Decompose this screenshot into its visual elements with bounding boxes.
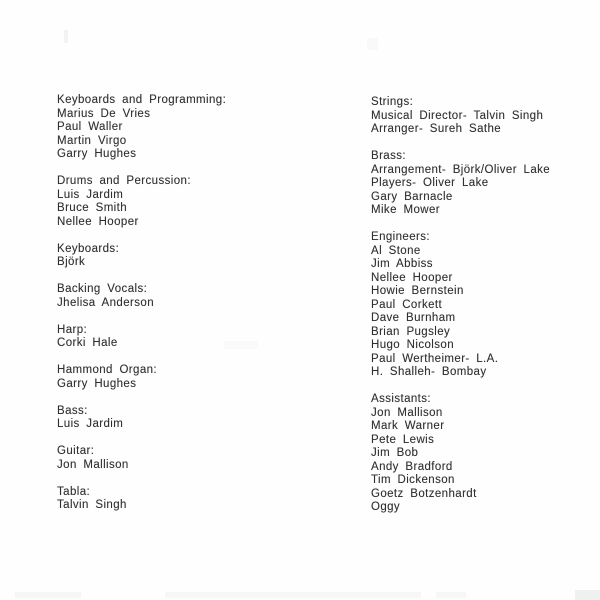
credits-section <box>371 150 550 218</box>
section-title: Backing Vocals: <box>57 283 148 295</box>
credits-column-right <box>371 96 550 528</box>
credit-line: Brian Pugsley <box>371 325 451 338</box>
credit-line: Arrangement- Björk/Oliver Lake <box>371 163 551 176</box>
credit-line: Musical Director- Talvin Singh <box>371 109 544 122</box>
scan-smudge <box>64 30 68 43</box>
credits-column-left <box>57 94 226 526</box>
credits-section <box>57 445 226 472</box>
credit-line: Jim Abbiss <box>371 258 433 270</box>
credit-line: Goetz Botzenhardt <box>371 487 477 500</box>
credit-line: Mike Mower <box>371 204 440 216</box>
section-title: Strings: <box>371 96 414 108</box>
credit-line: Luis Jardim <box>57 418 124 430</box>
scan-smudge <box>367 38 378 50</box>
credit-line: Mark Warner <box>371 420 445 432</box>
credit-line: Arranger- Sureh Sathe <box>371 123 502 135</box>
scan-smudge <box>436 592 466 598</box>
section-title: Brass: <box>371 150 406 162</box>
section-title: Drums and Percussion: <box>57 175 191 187</box>
credit-line: Oggy <box>371 501 401 513</box>
section-title: Harp: <box>57 323 88 336</box>
scan-smudge <box>575 590 600 600</box>
credits-section <box>57 175 226 229</box>
credit-line: Corki Hale <box>57 337 118 349</box>
scan-smudge <box>224 341 258 349</box>
credit-line: Talvin Singh <box>57 499 127 511</box>
section-title: Keyboards and Programming: <box>57 94 227 106</box>
credit-line: Pete Lewis <box>371 433 435 446</box>
credit-line: Björk <box>57 256 86 268</box>
credits-section <box>57 405 226 432</box>
credits-section <box>57 324 226 351</box>
credits-section <box>57 283 226 310</box>
credit-line: Hugo Nicolson <box>371 339 454 351</box>
credit-line: Marius De Vries <box>57 107 151 120</box>
section-title: Guitar: <box>57 445 95 457</box>
credit-line: Tim Dickenson <box>371 474 455 486</box>
credit-line: Jim Bob <box>371 447 419 459</box>
credit-line: Paul Wertheimer- L.A. <box>371 352 499 365</box>
section-title: Tabla: <box>57 485 91 498</box>
credit-line: Andy Bradford <box>371 460 453 473</box>
credit-line: Nellee Hooper <box>57 215 139 228</box>
credits-section <box>57 94 226 162</box>
credit-line: Gary Barnacle <box>371 190 453 203</box>
credit-line: Bruce Smith <box>57 202 128 214</box>
scan-smudge <box>165 592 421 598</box>
credit-line: Paul Waller <box>57 121 123 133</box>
credit-line: Garry Hughes <box>57 148 137 160</box>
section-title: Keyboards: <box>57 242 120 255</box>
credits-section <box>371 231 550 380</box>
credits-section <box>371 393 550 515</box>
credit-line: Paul Corkett <box>371 298 443 311</box>
credit-line: Garry Hughes <box>57 377 137 390</box>
credit-line: Jon Mallison <box>371 406 443 419</box>
credit-line: Luis Jardim <box>57 188 124 201</box>
credit-line: Jon Mallison <box>57 458 129 471</box>
credit-line: H. Shalleh- Bombay <box>371 366 487 378</box>
credit-line: Jhelisa Anderson <box>57 296 154 309</box>
credits-section <box>57 364 226 391</box>
credits-section <box>371 96 550 137</box>
section-title: Bass: <box>57 404 88 417</box>
scan-smudge <box>15 592 81 598</box>
credit-line: Players- Oliver Lake <box>371 177 489 189</box>
credit-line: Nellee Hooper <box>371 271 453 284</box>
section-title: Engineers: <box>371 231 430 243</box>
credit-line: Al Stone <box>371 244 421 257</box>
credit-line: Howie Bernstein <box>371 285 464 297</box>
credit-line: Martin Virgo <box>57 134 127 147</box>
section-title: Assistants: <box>371 393 432 405</box>
section-title: Hammond Organ: <box>57 364 157 376</box>
credits-section <box>57 243 226 270</box>
credits-section <box>57 486 226 513</box>
credit-line: Dave Burnham <box>371 312 456 324</box>
